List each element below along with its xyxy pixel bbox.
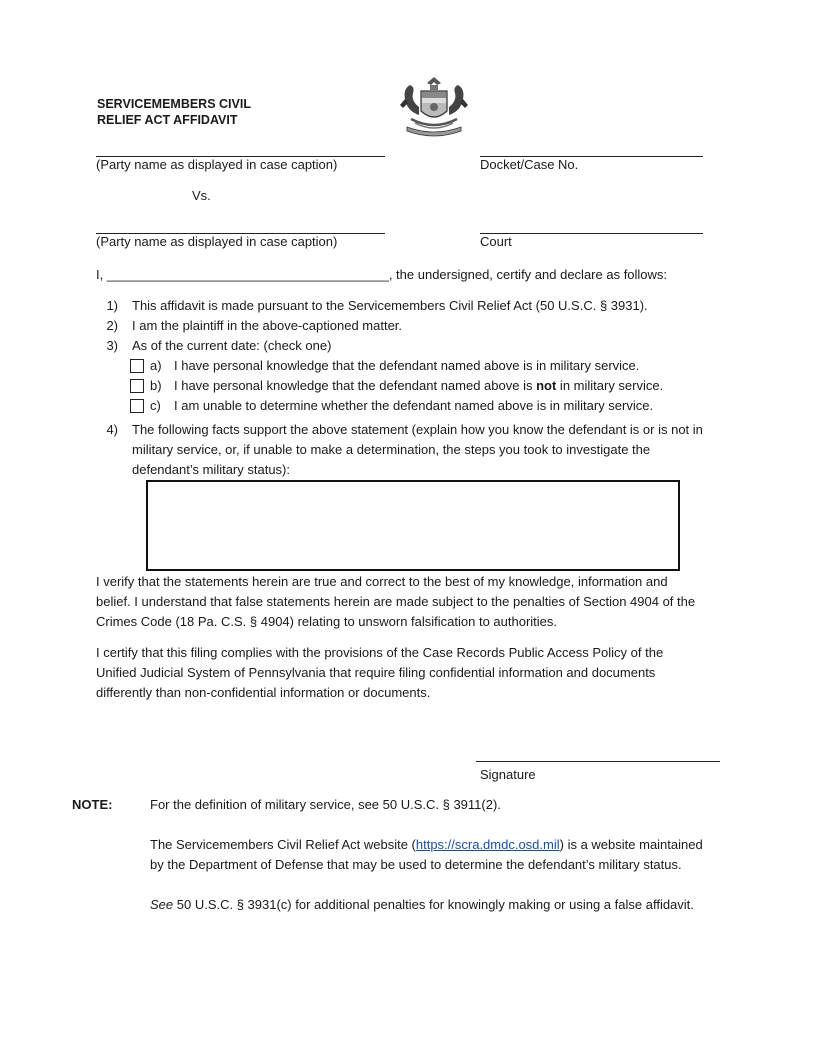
note-text-2-after: ) is a website maintained xyxy=(559,837,703,852)
coat-of-arms-icon xyxy=(397,75,471,137)
form-title-line2: RELIEF ACT AFFIDAVIT xyxy=(97,113,238,127)
note-text-3-italic: See xyxy=(150,897,174,912)
option-text-after: in military service. xyxy=(556,378,664,393)
signature-label: Signature xyxy=(480,767,536,782)
item-number: 3) xyxy=(106,338,118,353)
option-letter: a) xyxy=(150,358,162,373)
option-c xyxy=(150,396,654,416)
note-text-2-before: The Servicemembers Civil Relief Act website ( xyxy=(150,837,416,852)
form-title-line1: SERVICEMEMBERS CIVIL xyxy=(97,97,251,111)
item-number: 4) xyxy=(106,422,118,437)
option-a xyxy=(150,356,640,376)
certify-line1: I certify that this filing complies with the provisions of the Case Records Public Access Policy of the xyxy=(96,645,664,660)
item4-line2: military service, or, if unable to make a determination, the steps you took to investigate the xyxy=(132,442,651,457)
option-text: I have personal knowledge that the defendant named above is in military service. xyxy=(174,358,640,373)
versus-label: Vs. xyxy=(192,188,211,203)
option-text-before: I have personal knowledge that the defendant named above is xyxy=(174,378,537,393)
option-b xyxy=(150,376,664,396)
option-text: I am unable to determine whether the defendant named above is in military service. xyxy=(174,398,654,413)
note-label: NOTE: xyxy=(72,797,113,812)
supporting-facts-textbox[interactable] xyxy=(146,480,680,571)
party1-label: (Party name as displayed in case caption) xyxy=(96,157,338,172)
court-line[interactable] xyxy=(480,233,703,234)
signature-line[interactable] xyxy=(476,761,720,762)
item4-line1: The following facts support the above statement (explain how you know the defendant is or is not in xyxy=(132,422,703,437)
item-text: This affidavit is made pursuant to the Servicemembers Civil Relief Act (50 U.S.C. § 3931). xyxy=(132,298,648,313)
option-text xyxy=(174,376,663,396)
option-letter: c) xyxy=(150,398,161,413)
item-text: I am the plaintiff in the above-captioned matter. xyxy=(132,318,403,333)
docket-label: Docket/Case No. xyxy=(480,157,579,172)
declaration-suffix: , the undersigned, certify and declare as follows: xyxy=(388,267,668,282)
option-b-checkbox[interactable] xyxy=(130,379,144,393)
declaration-line xyxy=(96,265,667,285)
note-text-2-line2: by the Department of Defense that may be used to determine the defendant’s military status. xyxy=(150,857,682,872)
item-number: 1) xyxy=(106,298,118,313)
declarant-name-blank[interactable]: _______________________________________ xyxy=(106,267,389,282)
verify-line1: I verify that the statements herein are true and correct to the best of my knowledge, information and xyxy=(96,574,668,589)
item4-line3: defendant’s military status): xyxy=(132,462,290,477)
note-text-2 xyxy=(150,835,703,855)
note-text-1: For the definition of military service, see 50 U.S.C. § 3911(2). xyxy=(150,797,501,812)
certify-line2: Unified Judicial System of Pennsylvania that require filing confidential information and documents xyxy=(96,665,656,680)
party2-label: (Party name as displayed in case caption) xyxy=(96,234,338,249)
option-letter: b) xyxy=(150,378,162,393)
note-text-3-rest: 50 U.S.C. § 3931(c) for additional penalties for knowingly making or using a false affidavit. xyxy=(173,897,694,912)
item-text: As of the current date: (check one) xyxy=(132,338,332,353)
note-text-3 xyxy=(150,895,694,915)
scra-website-link[interactable]: https://scra.dmdc.osd.mil xyxy=(415,837,560,852)
verify-line3: Crimes Code (18 Pa. C.S. § 4904) relating to unsworn falsification to authorities. xyxy=(96,614,558,629)
option-a-checkbox[interactable] xyxy=(130,359,144,373)
declaration-prefix: I, xyxy=(96,267,107,282)
option-c-checkbox[interactable] xyxy=(130,399,144,413)
certify-line3: differently than non-confidential information or documents. xyxy=(96,685,431,700)
item-number: 2) xyxy=(106,318,118,333)
verify-line2: belief. I understand that false statements herein are made subject to the penalties of Section 4904 of the xyxy=(96,594,696,609)
form-title xyxy=(97,96,251,128)
option-text-bold: not xyxy=(536,378,557,393)
court-label: Court xyxy=(480,234,512,249)
